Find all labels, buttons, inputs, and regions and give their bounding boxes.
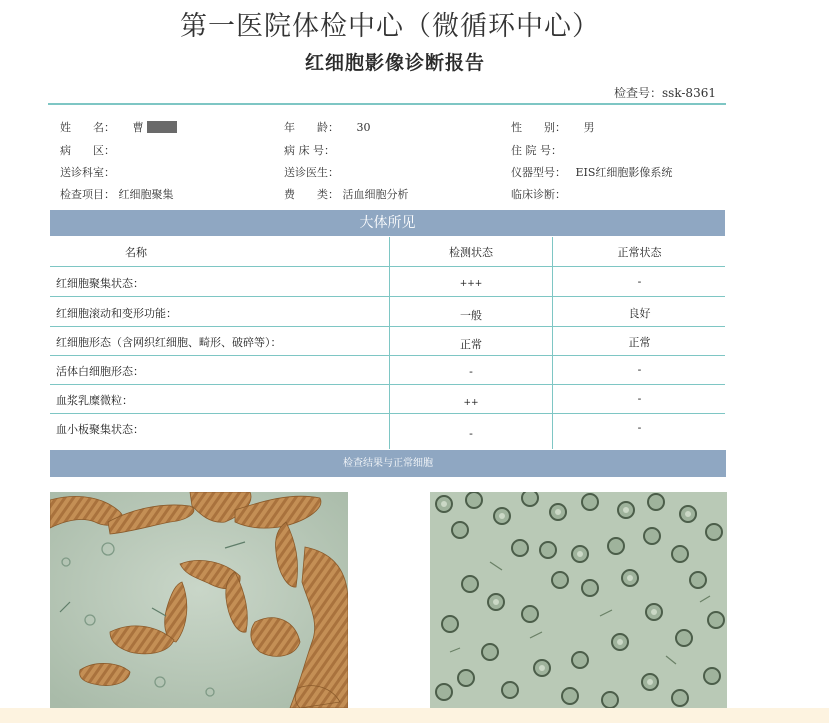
name-value: 曹 [132,121,144,134]
diag-label: 临床诊断： [511,188,566,201]
row-normal: 正常 [628,336,651,349]
aggregated-rbc-micrograph [50,492,348,708]
gross-findings-banner: 大体所见 [50,210,725,236]
table-row [50,326,725,356]
clinical-diagnosis [511,186,566,202]
row-name: 血浆乳糜微粒： [56,394,133,407]
device-label: 仪器型号： [511,166,566,179]
row-name: 活体白细胞形态： [56,365,144,378]
row-name: 红细胞滚动和变形功能： [56,307,177,320]
table-header-row [50,237,725,267]
header-divider [48,103,726,105]
table-row [50,384,725,414]
patient-doctor [284,164,339,180]
age-label: 年 龄： [284,121,339,134]
name-label: 姓 名： [60,121,115,134]
table-row [50,413,725,442]
device-value: EIS红细胞影像系统 [575,166,673,179]
header-name: 名称 [125,246,147,259]
dept-label: 送诊科室： [60,166,115,179]
table-row [50,297,725,327]
patient-name [60,119,177,135]
name-redaction [147,121,177,133]
patient-inpatient-no [511,142,562,158]
patient-ward [60,142,115,158]
row-status: 正常 [460,338,482,351]
row-name: 血小板聚集状态： [56,423,144,436]
device-model [511,164,672,180]
row-status: ++ [463,398,479,408]
header-normal-status: 正常状态 [617,246,662,259]
row-normal: - [637,275,642,288]
table-row [50,355,725,385]
fee-label: 费 类： [284,188,339,201]
item-label: 检查项目： [60,188,115,201]
fee-type [284,186,409,202]
row-normal: 良好 [628,307,651,320]
table-row [50,267,725,297]
row-name: 红细胞聚集状态： [56,277,144,290]
age-value: 30 [356,121,371,134]
sex-value: 男 [583,121,595,134]
exam-number: 检查号：ssk-8361 [614,86,716,100]
exam-item [60,186,174,202]
doctor-label: 送诊医生： [284,166,339,179]
ward-label: 病 区： [60,144,115,157]
row-status: 一般 [460,309,482,322]
patient-bed [284,142,335,158]
patient-age [284,119,371,135]
row-normal: - [637,421,642,434]
sex-label: 性 别： [511,121,566,134]
row-normal: - [637,363,642,376]
results-banner: 检查结果与正常细胞 [50,450,726,477]
row-name: 红细胞形态（含网织红细胞、畸形、破碎等）： [56,336,282,349]
inpatient-label: 住 院 号： [511,144,562,157]
patient-sex [511,119,595,135]
header-detected-status: 检测状态 [449,246,493,259]
item-value: 红细胞聚集 [118,188,174,201]
hospital-title: 第一医院体检中心（微循环中心） [180,11,600,42]
patient-dept [60,164,115,180]
row-status: +++ [459,279,483,289]
fee-value: 活血细胞分析 [342,188,409,201]
page-footer-strip [0,708,829,723]
row-status: - [469,427,473,440]
bed-label: 病 床 号： [284,144,335,157]
row-status: - [469,365,473,378]
row-normal: - [637,392,642,405]
report-title: 红细胞影像诊断报告 [304,52,485,74]
normal-rbc-micrograph [430,492,727,708]
